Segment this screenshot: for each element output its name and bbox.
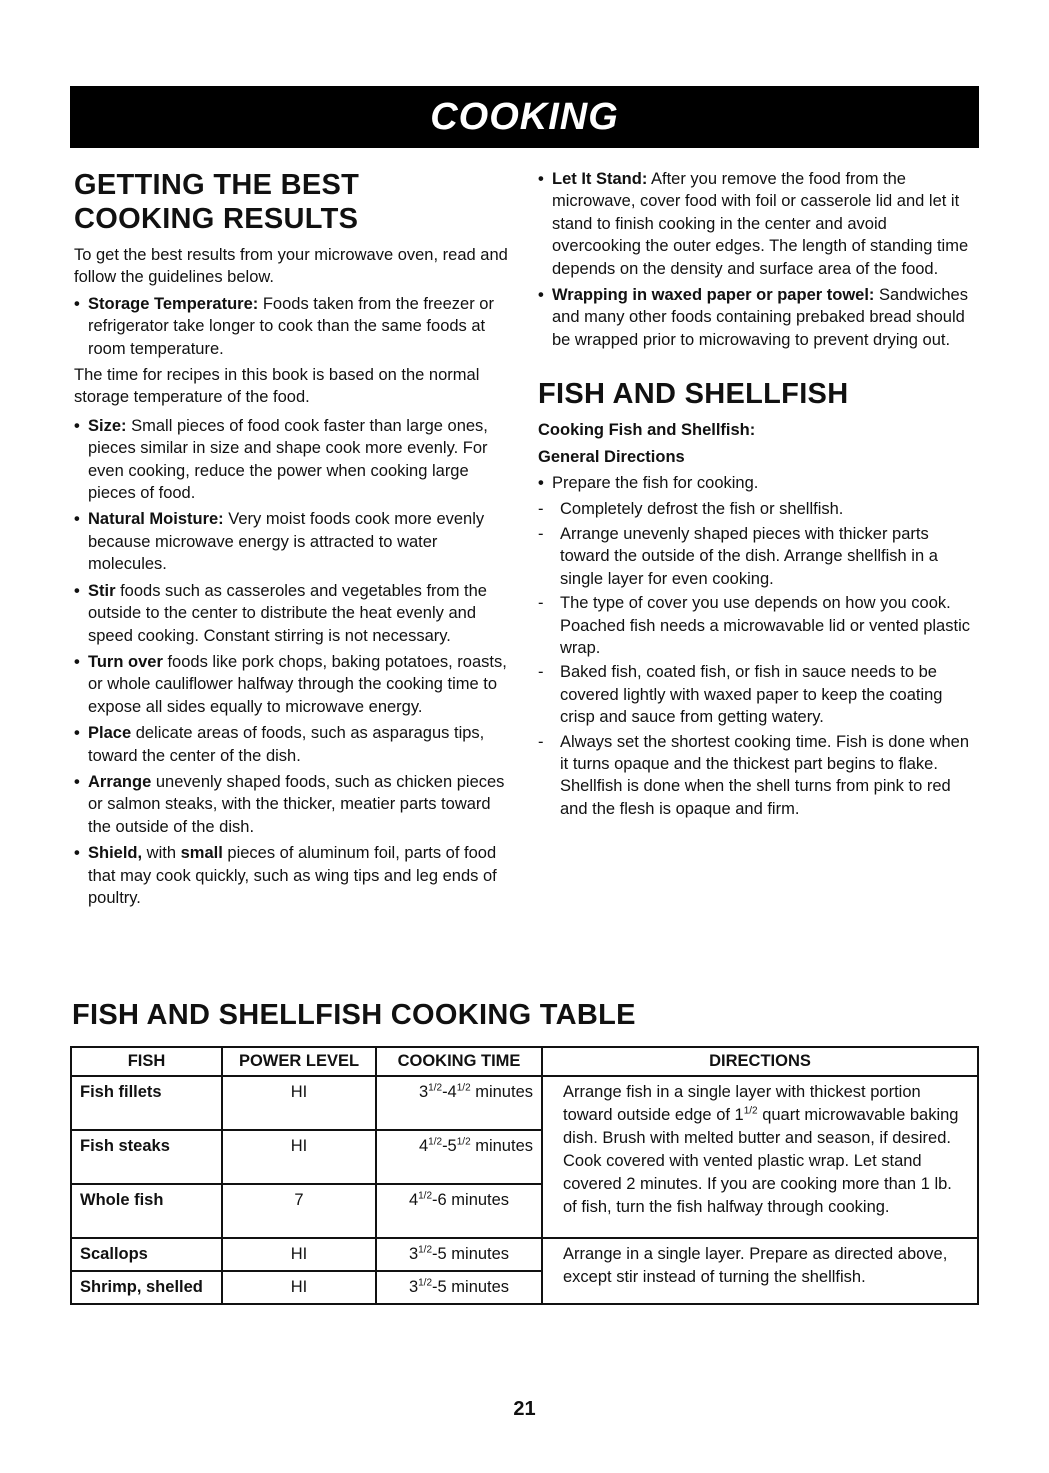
section-banner: COOKING — [70, 86, 979, 148]
intro-text: To get the best results from your microwave oven, read and follow the guidelines below. — [74, 246, 508, 287]
cooking-table — [70, 1046, 979, 1305]
table-title: FISH AND SHELLFISH COOKING TABLE — [72, 999, 636, 1031]
list-item: • Natural Moisture: Very moist foods cook more evenly because microwave energy is attracted to water molecules. — [74, 510, 485, 574]
list-item: • Shield, with small pieces of aluminum foil, parts of food that may cook quickly, such as wing tips and leg ends of poultry. — [74, 844, 497, 907]
bullet-icon: • — [538, 474, 544, 493]
dash-item: - Completely defrost the fish or shellfish. — [538, 500, 844, 519]
dash-item: - Always set the shortest cooking time. Fish is done when it turns opaque and the thickest part begins to flake. Shellfish is done when the shell turns from pink to red and the flesh is opaque and firm. — [538, 732, 970, 818]
time-cell: $4^{1/2}-5^{1/2}$ minutes — [376, 1130, 542, 1184]
bullet-icon: • — [74, 294, 80, 313]
subheading: General Directions — [538, 447, 685, 466]
column-header: COOKING TIME — [376, 1047, 542, 1076]
fish-cell: Whole fish — [71, 1184, 222, 1238]
bullet-icon: • — [74, 772, 80, 791]
time-cell: $3^{1/2}-5$ minutes — [376, 1238, 542, 1271]
bullet-icon: • — [538, 170, 544, 188]
column-header: POWER LEVEL — [222, 1047, 376, 1076]
fish-cell: Fish steaks — [71, 1130, 222, 1184]
list-item: • Arrange unevenly shaped foods, such as chicken pieces or salmon steaks, with the thicker, meatier parts toward the outside of the dish. — [74, 772, 505, 836]
list-item: • Stir foods such as casseroles and vegetables from the outside to the center to distribute the heat evenly and speed cooking. Constant stirring is not necessary. — [74, 581, 487, 645]
column-header: FISH — [71, 1047, 222, 1076]
table-row — [71, 1076, 978, 1130]
directions-cell: Arrange fish in a single layer with thickest portion toward outside edge of $1^{1/2}$ quart microwavable baking dish. Brush with melted butter and season, if desired. Cook covered with vented plastic wrap. Let stand covered 2 minutes. If you are cooking more than 1 lb. of fish, turn the fish halfway through cooking. — [542, 1076, 978, 1238]
title-line-2: COOKING RESULTS — [74, 203, 359, 235]
list-item: • Place delicate areas of foods, such as asparagus tips, toward the center of the dish. — [74, 724, 485, 765]
power-cell: HI — [222, 1076, 376, 1130]
title-line-1: GETTING THE BEST — [74, 169, 360, 201]
bullet-icon: • — [74, 844, 80, 863]
fish-section-title: FISH AND SHELLFISH — [538, 378, 849, 411]
left-column — [74, 168, 514, 913]
fish-cell: Fish fillets — [71, 1076, 222, 1130]
subheading: Cooking Fish and Shellfish: — [538, 421, 756, 440]
list-item: • Prepare the fish for cooking. — [538, 472, 978, 494]
power-cell: HI — [222, 1130, 376, 1184]
power-cell: 7 — [222, 1184, 376, 1238]
time-cell: $3^{1/2}-5$ minutes — [376, 1271, 542, 1304]
page-number: 21 — [513, 1398, 536, 1420]
list-item: • Let It Stand: After you remove the food from the microwave, cover food with foil or casserole lid and let it stand to finish cooking in the center and avoid overcooking the outer edges. The length of standing time depends on the density and surface area of the food. — [538, 170, 969, 278]
section-title — [74, 168, 514, 236]
bullet-icon: • — [74, 724, 80, 743]
dash-item: - Arrange unevenly shaped pieces with thicker parts toward the outside of the dish. Arrange shellfish in a single layer for even cooking. — [538, 524, 938, 588]
power-cell: HI — [222, 1271, 376, 1304]
dash-item: - Baked fish, coated fish, or fish in sauce needs to be covered lightly with waxed paper to keep the coating crisp and sauce from getting watery. — [538, 663, 943, 727]
time-cell: $4^{1/2}-6$ minutes — [376, 1184, 542, 1238]
list-item: • Wrapping in waxed paper or paper towel: Sandwiches and many other foods containing prebaked bread should be wrapped prior to microwaving to prevent drying out. — [538, 286, 968, 349]
fish-cell: Shrimp, shelled — [71, 1271, 222, 1304]
fish-cell: Scallops — [71, 1238, 222, 1271]
table-header-row — [71, 1047, 978, 1076]
dash-item: - The type of cover you use depends on how you cook. Poached fish needs a microwavable lid or vented plastic wrap. — [538, 594, 970, 657]
bullet-icon: • — [74, 652, 80, 671]
bullet-icon: • — [74, 581, 80, 600]
storage-note: The time for recipes in this book is based on the normal storage temperature of the food. — [74, 366, 480, 407]
directions-cell: Arrange in a single layer. Prepare as directed above, except stir instead of turning the shellfish. — [542, 1238, 978, 1304]
bullet-icon: • — [74, 416, 80, 435]
list-item: • Turn over foods like pork chops, baking potatoes, roasts, or whole cauliflower halfway through the cooking time to expose all sides equally to microwave energy. — [74, 652, 507, 716]
bullet-icon: • — [538, 286, 544, 305]
list-item: • Storage Temperature: Foods taken from the freezer or refrigerator take longer to cook than the same foods at room temperature. — [74, 294, 494, 358]
right-column — [538, 168, 978, 822]
table-row — [71, 1238, 978, 1271]
time-cell: $3^{1/2}-4^{1/2}$ minutes — [376, 1076, 542, 1130]
bullet-icon: • — [74, 510, 80, 529]
list-item: • Size: Small pieces of food cook faster than large ones, pieces similar in size and shape cook more evenly. For even cooking, reduce the power when cooking large pieces of food. — [74, 416, 488, 503]
column-header: DIRECTIONS — [542, 1047, 978, 1076]
power-cell: HI — [222, 1238, 376, 1271]
